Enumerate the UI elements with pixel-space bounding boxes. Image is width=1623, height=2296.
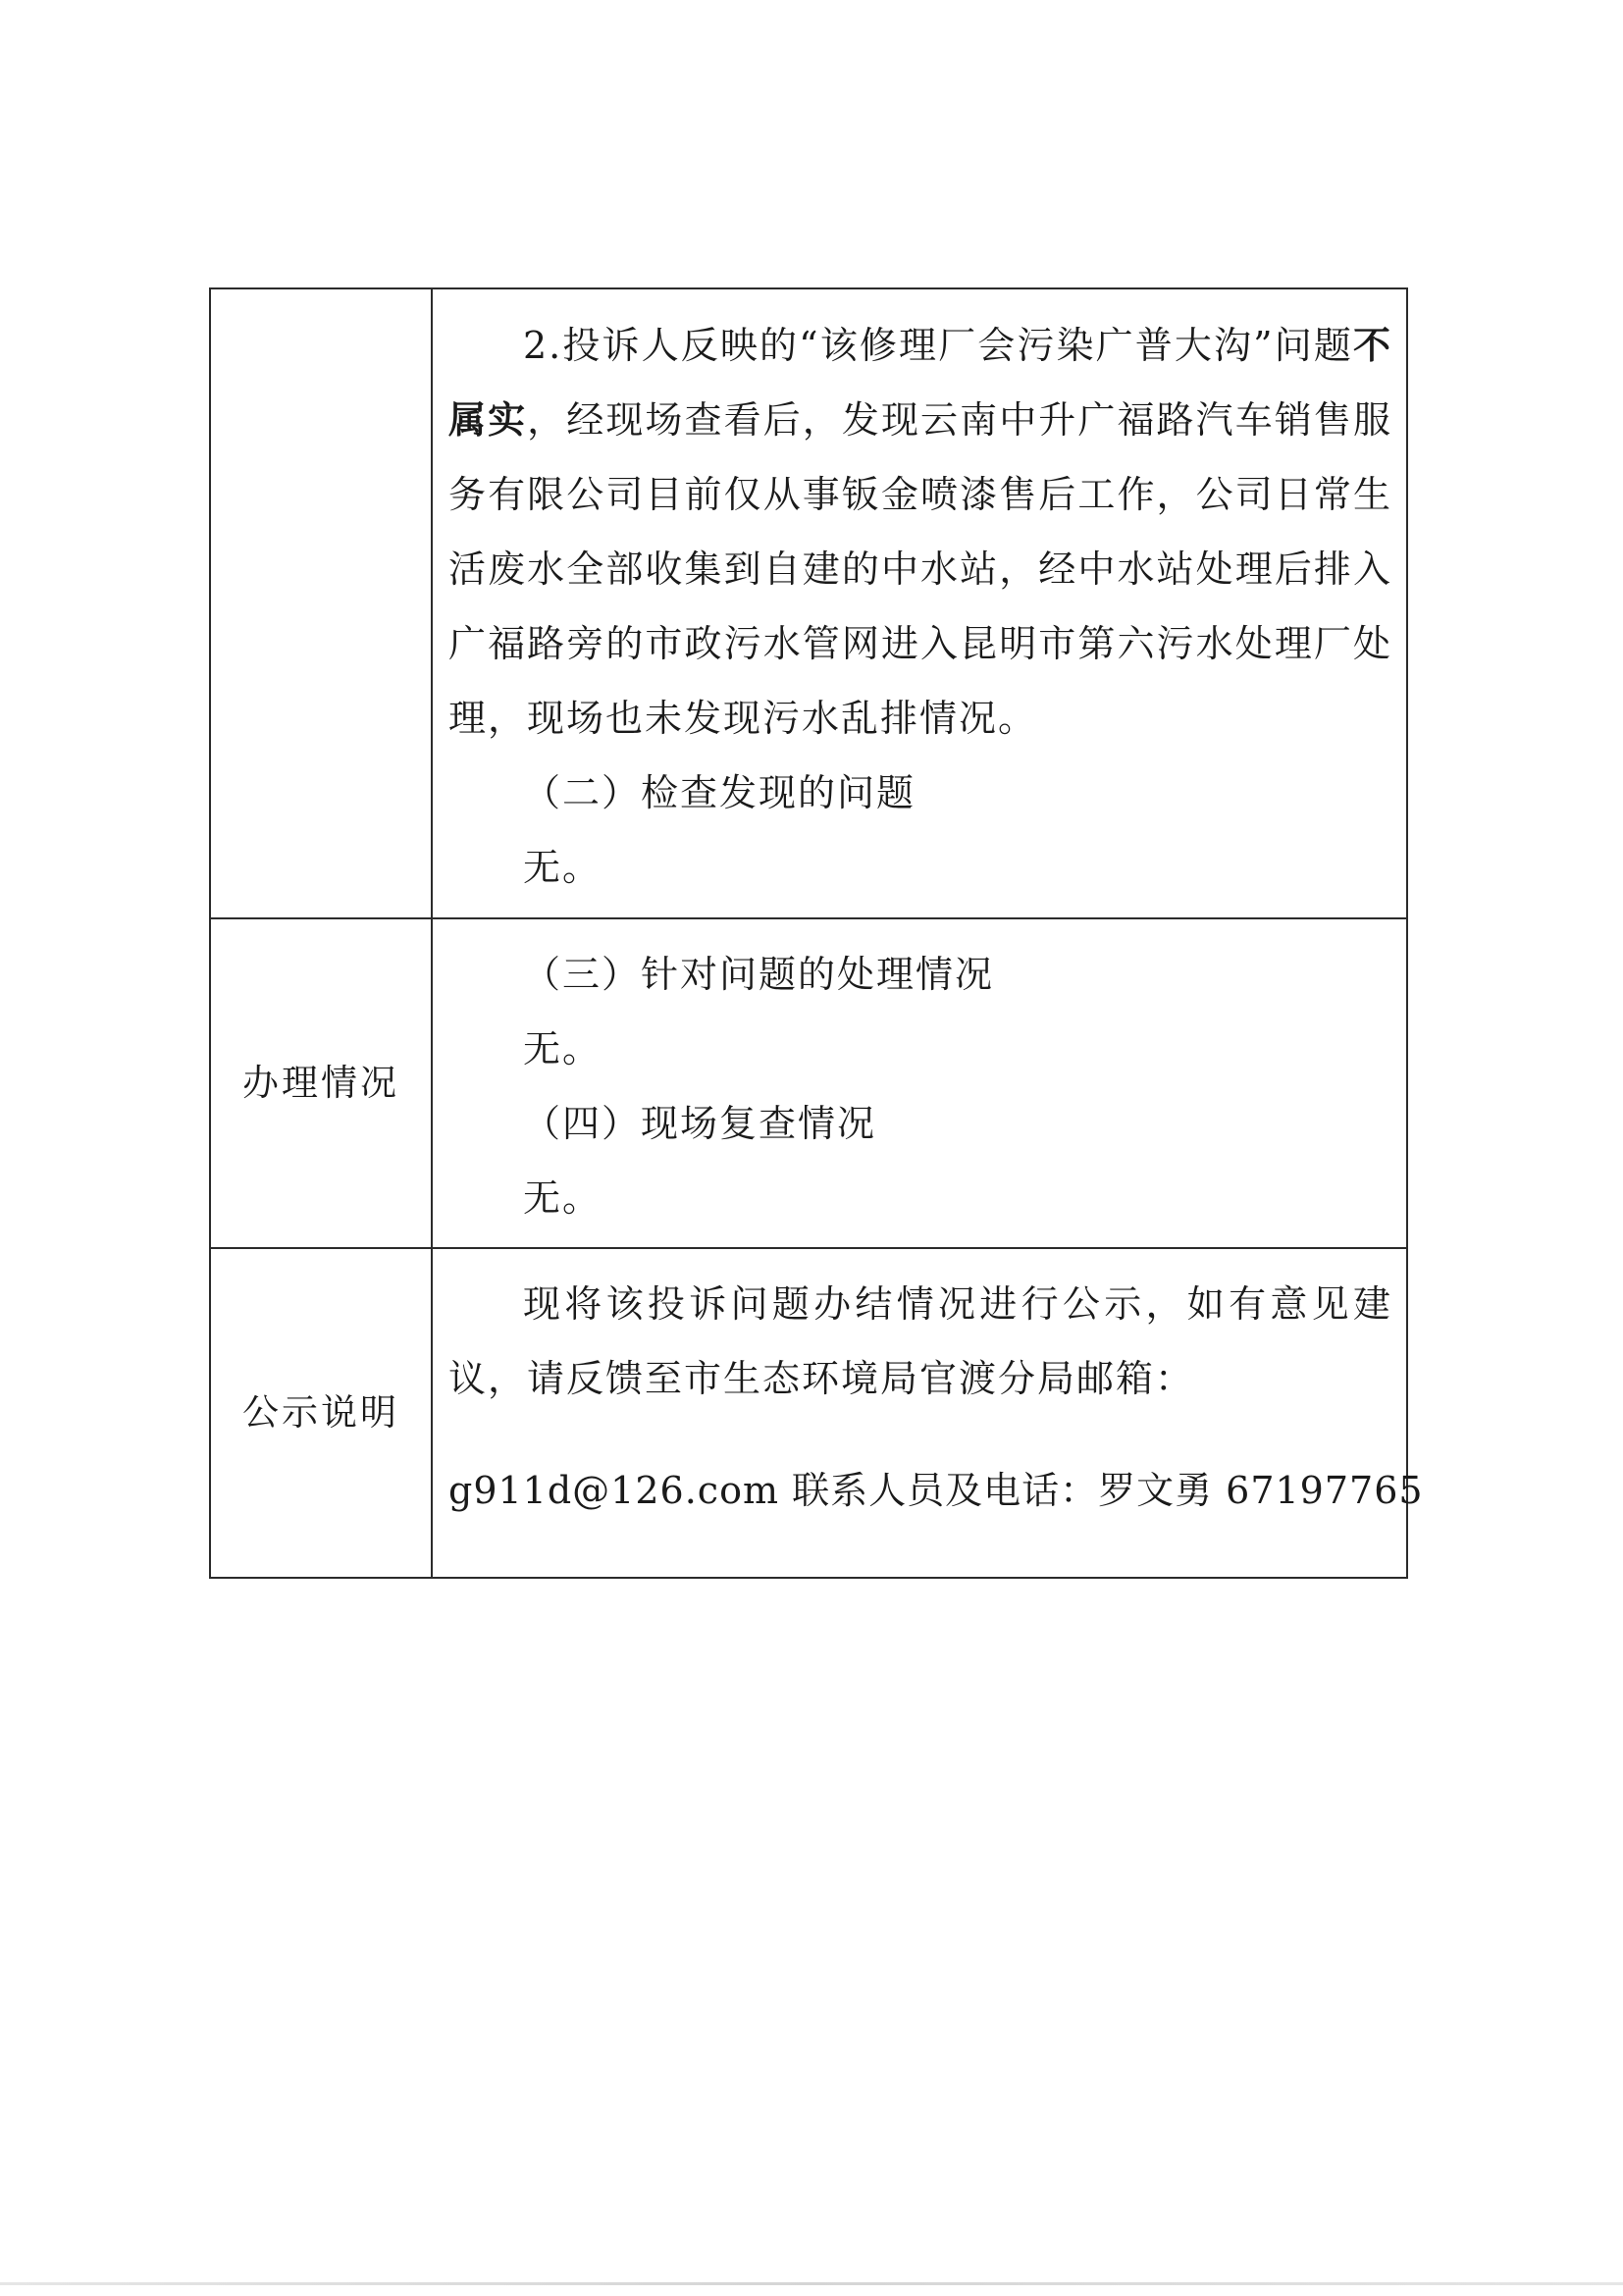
scan-bottom-edge: [0, 2282, 1623, 2285]
finding-text-start: 2.投诉人反映的“该修理厂会污染广普大沟”问题: [523, 324, 1353, 367]
section-answer-problems-found: 无。: [523, 846, 602, 889]
finding-text-end: ，经现场查看后，发现云南中升广福路汽车销售服务有限公司目前仅从事钣金喷漆售后工作，公司日常生活废水全部收集到自建的中水站，经中水站处理后排入广福路旁的市政污水管网进入昆明市第六污水处理厂处理，现场也未发现污水乱排情况。: [448, 398, 1392, 740]
row-label-empty: [210, 288, 432, 918]
section-heading-recheck: （四）现场复查情况: [523, 1102, 877, 1145]
table-row: [210, 288, 1407, 918]
public-notice-content-cell: [432, 1248, 1424, 1578]
section-answer-recheck: 无。: [523, 1176, 602, 1220]
handling-content-cell: [432, 918, 1407, 1248]
finding-paragraph: [448, 308, 1392, 756]
table-row: [210, 1248, 1407, 1578]
section-heading-handling: （三）针对问题的处理情况: [523, 953, 995, 996]
row-label-public-notice: 公示说明: [210, 1248, 432, 1578]
table-row: [210, 918, 1407, 1248]
investigation-content-cell: [432, 288, 1407, 918]
row-label-handling: 办理情况: [210, 918, 432, 1248]
contact-line: g911d@126.com 联系人员及电话：罗文勇 67197765: [448, 1469, 1424, 1512]
complaint-result-table: [209, 287, 1424, 1579]
public-notice-paragraph: 现将该投诉问题办结情况进行公示，如有意见建议，请反馈至市生态环境局官渡分局邮箱：: [448, 1282, 1392, 1400]
section-answer-handling: 无。: [523, 1027, 602, 1070]
finding-verdict: 不属实: [448, 323, 1392, 442]
section-heading-problems-found: （二）检查发现的问题: [523, 771, 916, 814]
